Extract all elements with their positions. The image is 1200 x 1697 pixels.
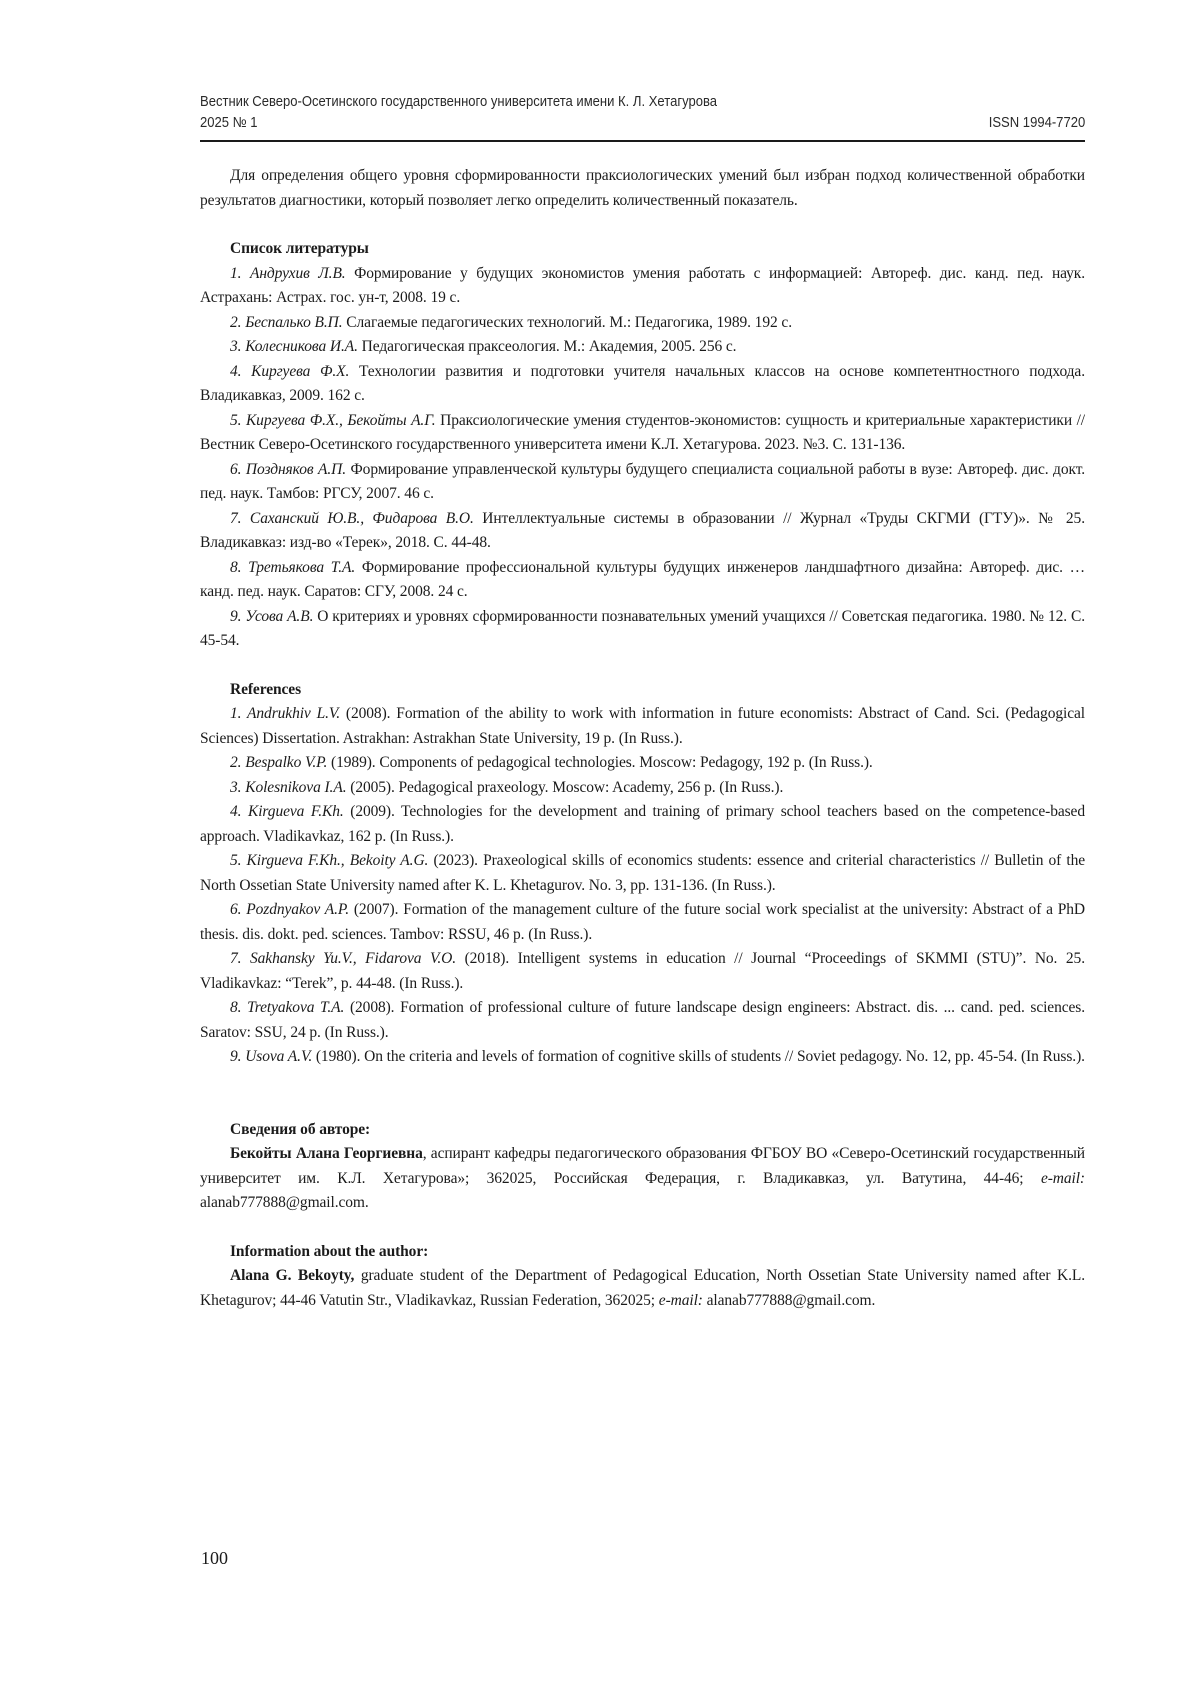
reference-item-text: (2018). Intelligent systems in education // Journal “Proceedings of SKMMI (STU)”. No. 25. Vladikavkaz: “Terek”, p. 44-48. (In Russ.).: [200, 950, 1085, 992]
literature-item-text: Интеллектуальные системы в образовании // Журнал «Труды СКГМИ (ГТУ)». № 25. Владикавказ: изд-во «Терек», 2018. С. 44-48.: [200, 509, 1085, 551]
literature-item: [200, 507, 1085, 556]
reference-item-text: (2008). Formation of professional culture of future landscape design engineers: Abstract. dis. ... cand. ped. sciences. Saratov: SSU, 24 p. (In Russ.).: [200, 999, 1085, 1041]
literature-item-authors: 7. Саханский Ю.В., Фидарова В.О.: [230, 509, 474, 527]
reference-item: [200, 776, 1085, 801]
author-ru-name: Бекойты Алана Георгиевна: [230, 1145, 423, 1162]
literature-heading: Список литературы: [230, 240, 369, 257]
literature-item-authors: 9. Усова А.В.: [230, 607, 314, 625]
reference-item-authors: 3. Kolesnikova I.A.: [230, 778, 347, 796]
literature-item-text: Формирование профессиональной культуры будущих инженеров ландшафтного дизайна: Автореф. дис. … канд. пед. наук. Саратов: СГУ, 2008. 24 с.: [200, 558, 1085, 600]
literature-item-authors: 3. Колесникова И.А.: [230, 338, 358, 355]
literature-item: [200, 605, 1085, 654]
author-ru-email: alanab777888@gmail.com.: [200, 1194, 369, 1211]
reference-item: [200, 947, 1085, 996]
author-ru-email-label: e-mail:: [1040, 1169, 1085, 1187]
literature-item-authors: 5. Киргуева Ф.Х., Бекойты А.Г.: [230, 411, 436, 429]
journal-title: Вестник Северо-Осетинского государственного университета имени К. Л. Хетагурова: [200, 94, 718, 110]
header-rule: [200, 140, 1085, 142]
literature-item-authors: 4. Киргуева Ф.Х.: [230, 362, 350, 380]
literature-item-authors: 1. Андрухив Л.В.: [230, 264, 346, 282]
literature-item: [200, 556, 1085, 605]
reference-item: [200, 898, 1085, 947]
reference-item: [200, 800, 1085, 849]
reference-item: [200, 751, 1085, 776]
reference-item-text: (2007). Formation of the management culture of the future social work specialist at the university: Abstract of a PhD thesis. dis. dokt. ped. sciences. Tambov: RSSU, 46 p. (In Russ.).: [200, 901, 1085, 943]
literature-item-text: Формирование у будущих экономистов умения работать с информацией: Автореф. дис. канд. пед. наук. Астрахань: Астрах. гос. ун-т, 2008. 19 с.: [200, 264, 1085, 306]
reference-item-text: (1980). On the criteria and levels of formation of cognitive skills of students // Soviet pedagogy. No. 12, pp. 45-54. (In Russ.).: [312, 1048, 1085, 1065]
literature-item-text: Формирование управленческой культуры будущего специалиста социальной работы в вузе: Автореф. дис. докт. пед. наук. Тамбов: РГСУ, 2007. 46 с.: [200, 460, 1085, 502]
literature-item-authors: 8. Третьякова Т.А.: [230, 558, 356, 576]
author-en-text: graduate student of the Department of Pedagogical Education, North Ossetian State University named after K.L. Khetagurov; 44-46 Vatutin Str., Vladikavkaz, Russian Federation, 362025;: [200, 1267, 1086, 1309]
reference-item: [200, 996, 1085, 1045]
reference-item-text: (2009). Technologies for the development and training of primary school teachers based on the competence-based approach. Vladikavkaz, 162 p. (In Russ.).: [200, 803, 1085, 845]
author-en-email: alanab777888@gmail.com.: [702, 1291, 876, 1309]
literature-item-text: Педагогическая праксеология. М.: Академия, 2005. 256 с.: [357, 338, 737, 355]
issue-number: 2025 № 1: [200, 115, 258, 131]
author-ru-text: , аспирант кафедры педагогического образования ФГБОУ ВО «Северо-Осетинский государственный университет им. К.Л. Хетагурова»; 362025, Российская Федерация, г. Владикавказ, ул. Ватутина, 44-46;: [200, 1145, 1085, 1187]
references-list: [200, 702, 1085, 1070]
author-en-name: Alana G. Bekoyty,: [230, 1267, 355, 1284]
intro-paragraph: Для определения общего уровня сформированности праксиологических умений был избран подход количественной обработки результатов диагностики, который позволяет легко определить количественный показатель.: [200, 167, 1085, 209]
author-ru-heading: Сведения об авторе:: [230, 1120, 371, 1138]
reference-item-authors: 4. Kirgueva F.Kh.: [230, 803, 344, 820]
literature-item: [200, 335, 1085, 360]
reference-item-authors: 7. Sakhansky Yu.V., Fidarova V.O.: [230, 950, 457, 967]
literature-item: [200, 458, 1085, 507]
author-ru-info: [200, 1142, 1085, 1216]
literature-item-authors: 2. Беспалько В.П.: [230, 313, 343, 331]
literature-list: [200, 262, 1085, 654]
running-head: [200, 92, 997, 134]
reference-item-authors: 2. Bespalko V.P.: [230, 754, 328, 771]
reference-item-authors: 9. Usova A.V.: [230, 1048, 313, 1065]
reference-item-text: (1989). Components of pedagogical technologies. Moscow: Pedagogy, 192 p. (In Russ.).: [327, 754, 873, 771]
reference-item: [200, 702, 1085, 751]
literature-item: [200, 262, 1085, 311]
literature-item-text: Технологии развития и подготовки учителя начальных классов на основе компетентностного подхода. Владикавказ, 2009. 162 с.: [200, 362, 1085, 404]
literature-item-text: О критериях и уровнях сформированности познавательных умений учащихся // Советская педагогика. 1980. № 12. С. 45-54.: [200, 607, 1085, 649]
literature-item: [200, 360, 1085, 409]
issn: ISSN 1994-7720: [988, 115, 1085, 131]
literature-item-authors: 6. Поздняков А.П.: [230, 460, 347, 478]
reference-item-text: (2023). Praxeological skills of economics students: essence and criterial characteristics // Bulletin of the North Ossetian State University named after K. L. Khetagurov. No. 3, pp. 131-136. (In Russ.).: [200, 852, 1085, 894]
author-en-email-label: e-mail:: [658, 1291, 703, 1309]
literature-item: [200, 311, 1085, 336]
reference-item-authors: 1. Andrukhiv L.V.: [230, 705, 341, 722]
literature-item-text: Праксиологические умения студентов-экономистов: сущность и критериальные характеристики // Вестник Северо-Осетинского государственного университета имени К.Л. Хетагурова. 2023. №3. С. 131-136.: [200, 411, 1086, 453]
reference-item-text: (2005). Pedagogical praxeology. Moscow: Academy, 256 p. (In Russ.).: [346, 778, 784, 796]
author-en-info: [200, 1264, 1085, 1313]
reference-item-authors: 8. Tretyakova T.A.: [230, 999, 345, 1016]
reference-item: [200, 1045, 1085, 1070]
reference-item: [200, 849, 1085, 898]
reference-item-text: (2008). Formation of the ability to work with information in future economists: Abstract of Cand. Sci. (Pedagogical Sciences) Dissertation. Astrakhan: Astrakhan State University, 19 p. (In Russ.).: [200, 705, 1085, 747]
literature-item-text: Слагаемые педагогических технологий. М.: Педагогика, 1989. 192 с.: [342, 313, 792, 331]
author-en-heading: Information about the author:: [230, 1242, 429, 1260]
page-number: 100: [201, 1548, 228, 1568]
reference-item-authors: 6. Pozdnyakov A.P.: [230, 901, 350, 918]
body-text: [200, 164, 1085, 1313]
literature-item: [200, 409, 1085, 458]
reference-item-authors: 5. Kirgueva F.Kh., Bekoity A.G.: [230, 852, 429, 869]
references-heading: References: [230, 680, 302, 698]
